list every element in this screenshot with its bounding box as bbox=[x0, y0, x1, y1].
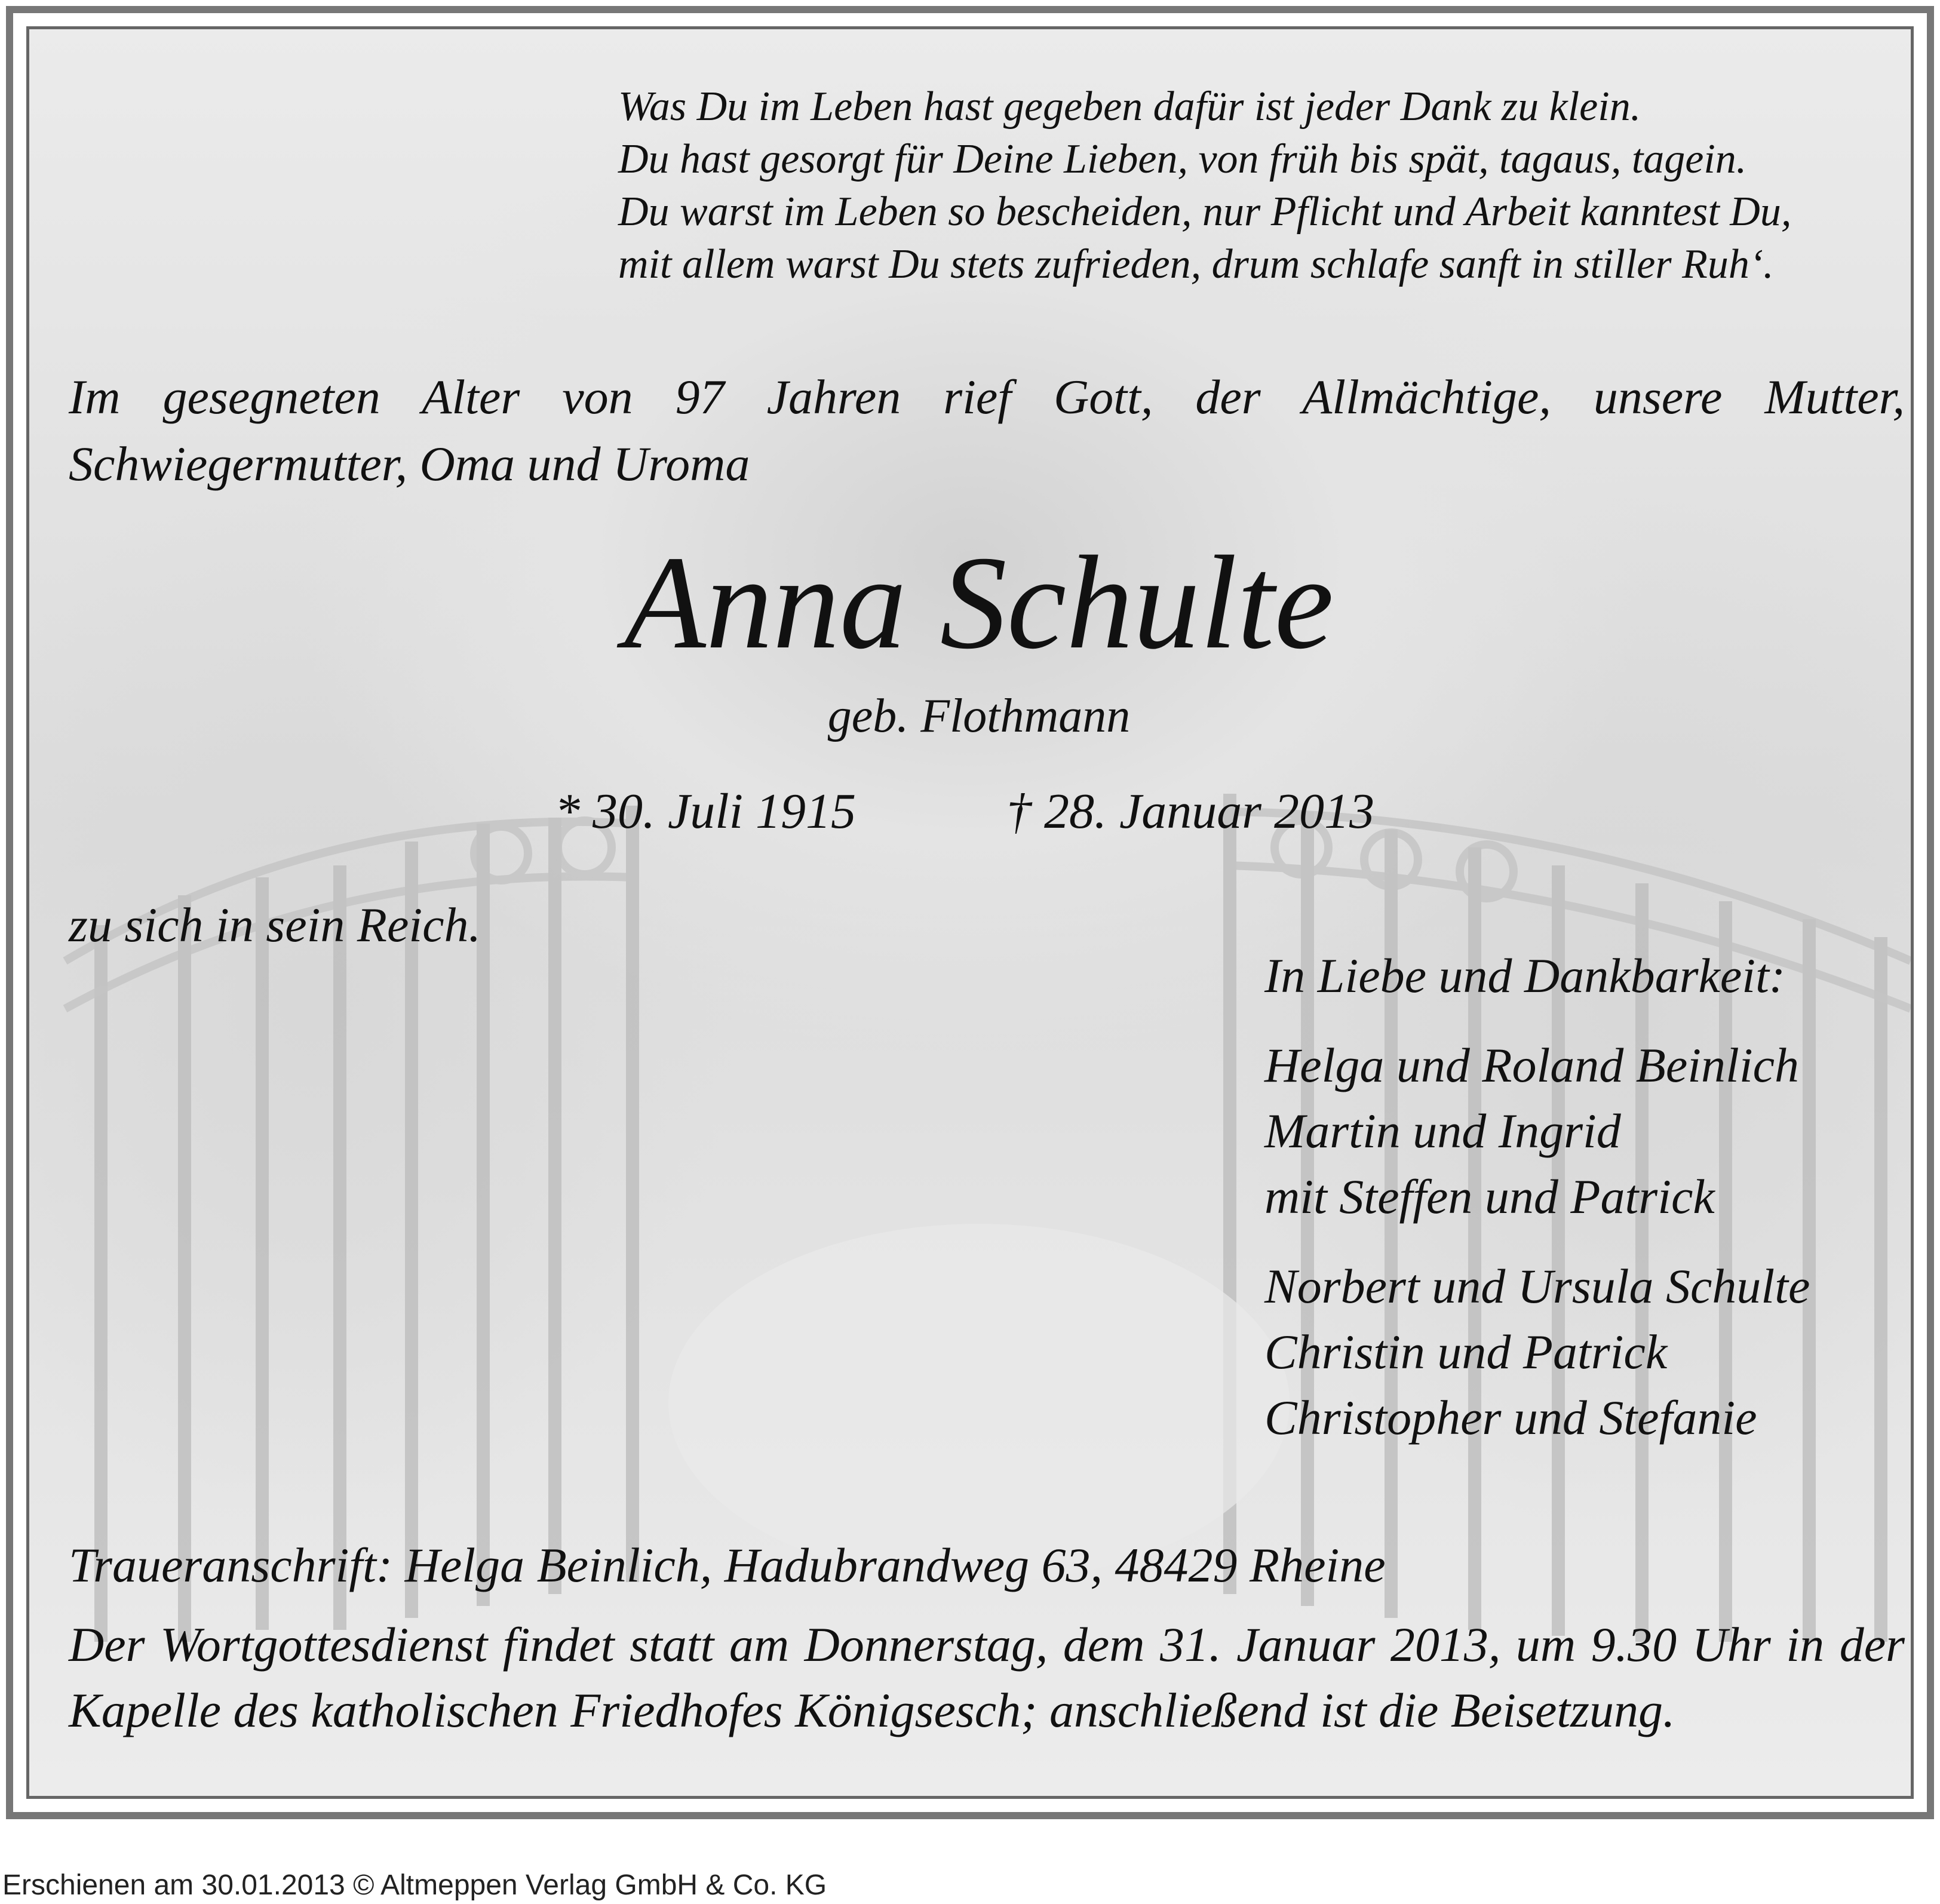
service-info: Der Wortgottesdienst findet statt am Donnerstag, dem 31. Januar 2013, um 9.30 Uhr in der Kapelle des katholischen Friedhofes Königsesch; anschließend ist die Beisetzung. bbox=[69, 1617, 1905, 1737]
intro-text bbox=[69, 364, 1905, 498]
mourner-line: Christin und Patrick bbox=[1264, 1325, 1668, 1379]
mourner-line: mit Steffen und Patrick bbox=[1264, 1169, 1715, 1224]
mourning-address: Traueranschrift: Helga Beinlich, Hadubrandweg 63, 48429 Rheine bbox=[69, 1538, 1386, 1592]
mourner-line: Christopher und Stefanie bbox=[1264, 1390, 1757, 1445]
notice-frame bbox=[6, 6, 1934, 1819]
closing-line: zu sich in sein Reich. bbox=[69, 898, 481, 952]
mourner-line: Norbert und Ursula Schulte bbox=[1264, 1259, 1810, 1313]
signature-heading: In Liebe und Dankbarkeit: bbox=[1264, 948, 1786, 1003]
poem bbox=[618, 81, 1791, 291]
mourner-group bbox=[1264, 1254, 1810, 1451]
intro-line: Schwiegermutter, Oma und Uroma bbox=[69, 437, 750, 491]
mourner-line: Helga und Roland Beinlich bbox=[1264, 1038, 1799, 1092]
deceased-name: Anna Schulte bbox=[624, 529, 1334, 677]
poem-line: Was Du im Leben hast gegeben dafür ist jeder Dank zu klein. bbox=[618, 84, 1641, 130]
birth-date: * 30. Juli 1915 bbox=[555, 784, 856, 839]
poem-line: mit allem warst Du stets zufrieden, drum schlafe sanft in stiller Ruh‘. bbox=[618, 241, 1774, 287]
death-date: † 28. Januar 2013 bbox=[1006, 784, 1374, 839]
birth-name: geb. Flothmann bbox=[827, 690, 1131, 742]
publication-footer: Erschienen am 30.01.2013 © Altmeppen Verlag GmbH & Co. KG bbox=[2, 1869, 827, 1901]
mourners-signature bbox=[1264, 943, 1810, 1451]
mourner-line: Martin und Ingrid bbox=[1264, 1104, 1621, 1158]
intro-line: Im gesegneten Alter von 97 Jahren rief Gott, der Allmächtige, unsere Mutter, bbox=[69, 370, 1905, 424]
mourner-group bbox=[1264, 1033, 1810, 1230]
poem-line: Du warst im Leben so bescheiden, nur Pflicht und Arbeit kanntest Du, bbox=[618, 189, 1792, 235]
notice-panel bbox=[26, 26, 1914, 1799]
poem-line: Du hast gesorgt für Deine Lieben, von früh bis spät, tagaus, tagein. bbox=[618, 136, 1747, 182]
